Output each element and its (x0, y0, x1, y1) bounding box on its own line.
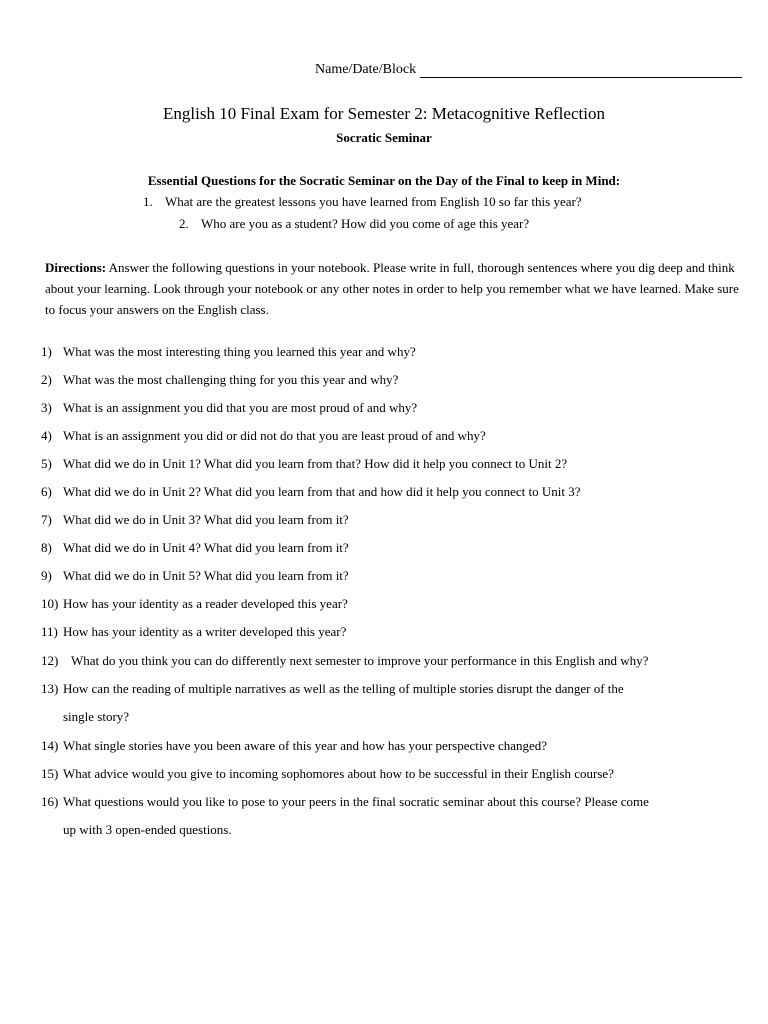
question-number: 11) (41, 624, 58, 639)
name-date-block-blank-line (420, 63, 742, 78)
question-number: 9) (41, 568, 52, 583)
question-item (41, 681, 624, 697)
question-number: 12) (41, 653, 59, 668)
name-date-block-label: Name/Date/Block (315, 62, 417, 77)
question-number: 7) (41, 512, 52, 527)
question-item (41, 624, 346, 640)
question-text: What did we do in Unit 5? What did you learn from it? (63, 568, 349, 583)
question-text: What was the most interesting thing you learned this year and why? (63, 344, 416, 359)
essential-question-number: 2. (179, 216, 189, 231)
question-number: 2) (41, 372, 52, 387)
directions-paragraph (45, 257, 745, 320)
essential-question-text: Who are you as a student? How did you come of age this year? (201, 216, 530, 231)
directions-label: Directions: (45, 260, 107, 275)
essential-question-item (143, 194, 582, 210)
question-text: What did we do in Unit 1? What did you learn from that? How did it help you connect to Unit 2? (63, 456, 568, 471)
exam-subtitle: Socratic Seminar (336, 130, 432, 145)
question-text: What advice would you give to incoming sophomores about how to be successful in their English course? (63, 766, 614, 781)
question-number: 4) (41, 428, 52, 443)
question-number: 15) (41, 766, 59, 781)
question-item (41, 596, 348, 612)
question-text: What is an assignment you did that you are most proud of and why? (63, 400, 418, 415)
question-item (41, 344, 416, 360)
question-text: What questions would you like to pose to your peers in the final socratic seminar about this course? Please come (63, 794, 649, 809)
question-number: 16) (41, 794, 59, 809)
essential-question-text: What are the greatest lessons you have learned from English 10 so far this year? (165, 194, 582, 209)
question-item (41, 653, 648, 669)
question-item (41, 484, 580, 500)
question-text-continuation: up with 3 open-ended questions. (63, 822, 232, 837)
question-number: 10) (41, 596, 59, 611)
exam-title: English 10 Final Exam for Semester 2: Metacognitive Reflection (163, 104, 605, 123)
question-item (41, 456, 567, 472)
question-item (41, 540, 349, 556)
question-number: 14) (41, 738, 59, 753)
question-text: What did we do in Unit 2? What did you learn from that and how did it help you connect to Unit 3? (63, 484, 581, 499)
question-text: What is an assignment you did or did not do that you are least proud of and why? (63, 428, 486, 443)
question-number: 5) (41, 456, 52, 471)
question-item (41, 400, 417, 416)
question-item (41, 568, 349, 584)
question-text: How has your identity as a reader developed this year? (63, 596, 348, 611)
question-number: 3) (41, 400, 52, 415)
question-text: How can the reading of multiple narratives as well as the telling of multiple stories disrupt the danger of the (63, 681, 624, 696)
essential-question-item (179, 216, 529, 232)
question-number: 6) (41, 484, 52, 499)
question-text: What do you think you can do differently next semester to improve your performance in this English and why? (71, 653, 649, 668)
question-text: What was the most challenging thing for you this year and why? (63, 372, 399, 387)
question-item (41, 766, 614, 782)
essential-questions-heading: Essential Questions for the Socratic Seminar on the Day of the Final to keep in Mind: (147, 173, 621, 188)
essential-question-number: 1. (143, 194, 153, 209)
directions-text: Answer the following questions in your notebook. Please write in full, thorough sentences where you dig deep and think about your learning. Look through your notebook or any other notes in order to help you remember what we have learned. Make sure to focus your answers on the English class. (45, 260, 739, 317)
question-number: 13) (41, 681, 59, 696)
question-number: 8) (41, 540, 52, 555)
question-text: What did we do in Unit 4? What did you learn from it? (63, 540, 349, 555)
question-item (41, 372, 398, 388)
question-item (41, 428, 486, 444)
name-date-block-field (315, 62, 742, 78)
question-item (41, 738, 547, 754)
question-item (41, 512, 349, 528)
question-text: What single stories have you been aware of this year and how has your perspective changed? (63, 738, 548, 753)
question-text: What did we do in Unit 3? What did you learn from it? (63, 512, 349, 527)
question-item (41, 794, 649, 810)
question-text: How has your identity as a writer developed this year? (63, 624, 347, 639)
question-text-continuation: single story? (63, 709, 130, 724)
question-number: 1) (41, 344, 52, 359)
